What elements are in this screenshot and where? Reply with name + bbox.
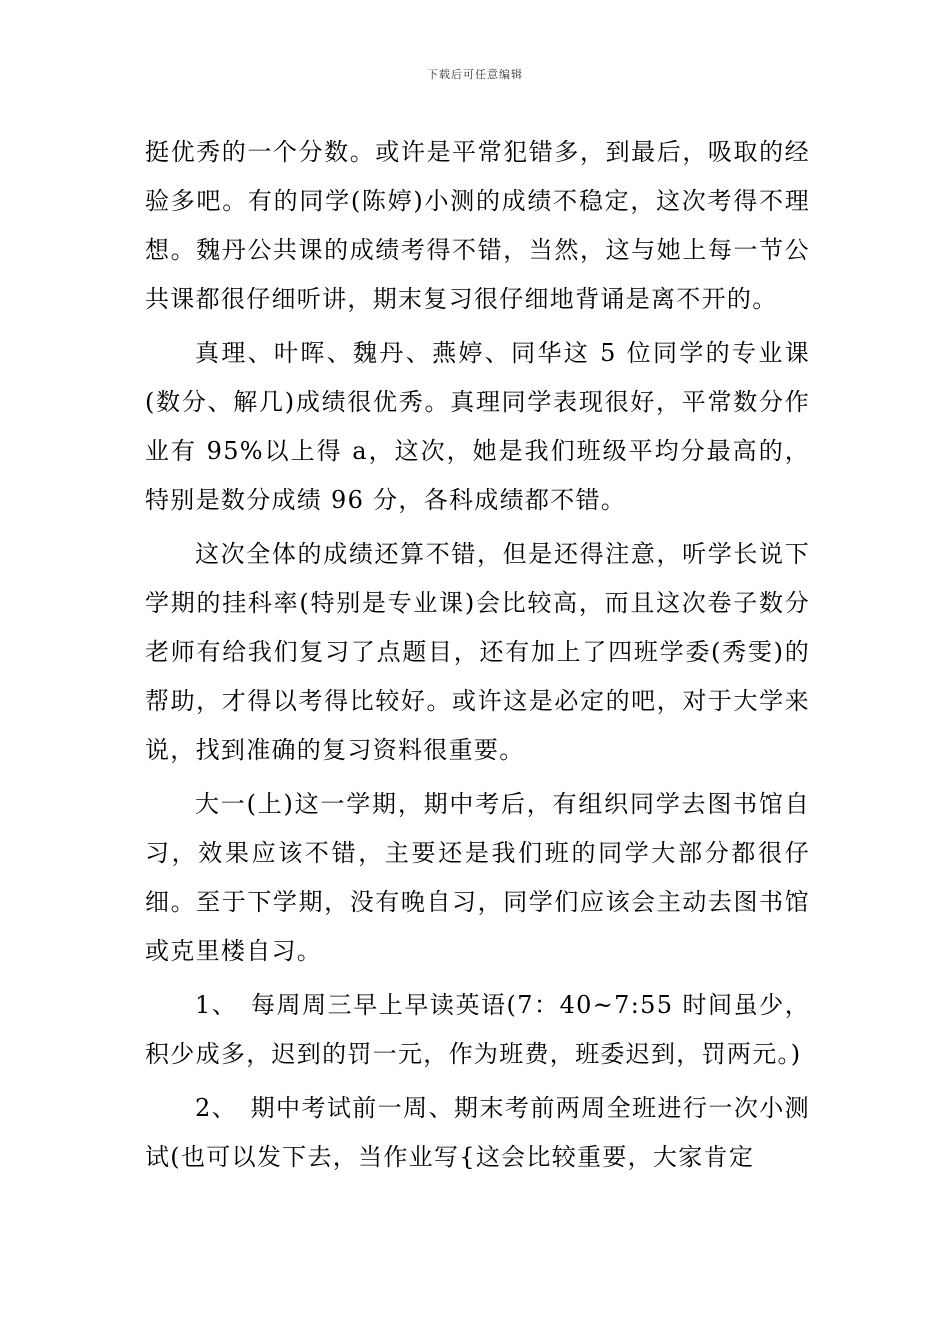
paragraph-continuation: 挺优秀的一个分数。或许是平常犯错多，到最后，吸取的经验多吧。有的同学(陈婷)小测的成绩不稳定，这次考得不理想。魏丹公共课的成绩考得不错，当然，这与她上每一节公共课都很仔细听讲，期末复习很仔细地背诵是离不开的。 xyxy=(145,138,810,313)
paragraph-overall-results: 这次全体的成绩还算不错，但是还得注意，听学长说下学期的挂科率(特别是专业课)会比较高，而且这次卷子数分老师有给我们复习了点题目，还有加上了四班学委(秀雯)的帮助，才得以考得比较好。或许这是必定的吧，对于大学来说，找到准确的复习资料很重要。 xyxy=(145,540,810,764)
list-item-1: 1、 每周周三早上早读英语(7：40~7:55 时间虽少，积少成多，迟到的罚一元，作为班费，班委迟到，罚两元。) xyxy=(145,991,810,1068)
list-item-2: 2、 期中考试前一周、期末考前两周全班进行一次小测试(也可以发下去，当作业写{这会比较重要，大家肯定 xyxy=(145,1094,810,1171)
document-body xyxy=(145,128,810,1182)
paragraph-self-study: 大一(上)这一学期，期中考后，有组织同学去图书馆自习，效果应该不错，主要还是我们班的同学大部分都很仔细。至于下学期，没有晚自习，同学们应该会主动去图书馆或克里楼自习。 xyxy=(145,790,810,965)
page-header: 下载后可任意编辑 xyxy=(427,68,523,81)
paragraph-excellent-students: 真理、叶晖、魏丹、燕婷、同华这 5 位同学的专业课(数分、解几)成绩很优秀。真理同学表现很好，平常数分作业有 95%以上得 a，这次，她是我们班级平均分最高的，特别是数分成绩 96 分，各科成绩都不错。 xyxy=(145,339,810,514)
